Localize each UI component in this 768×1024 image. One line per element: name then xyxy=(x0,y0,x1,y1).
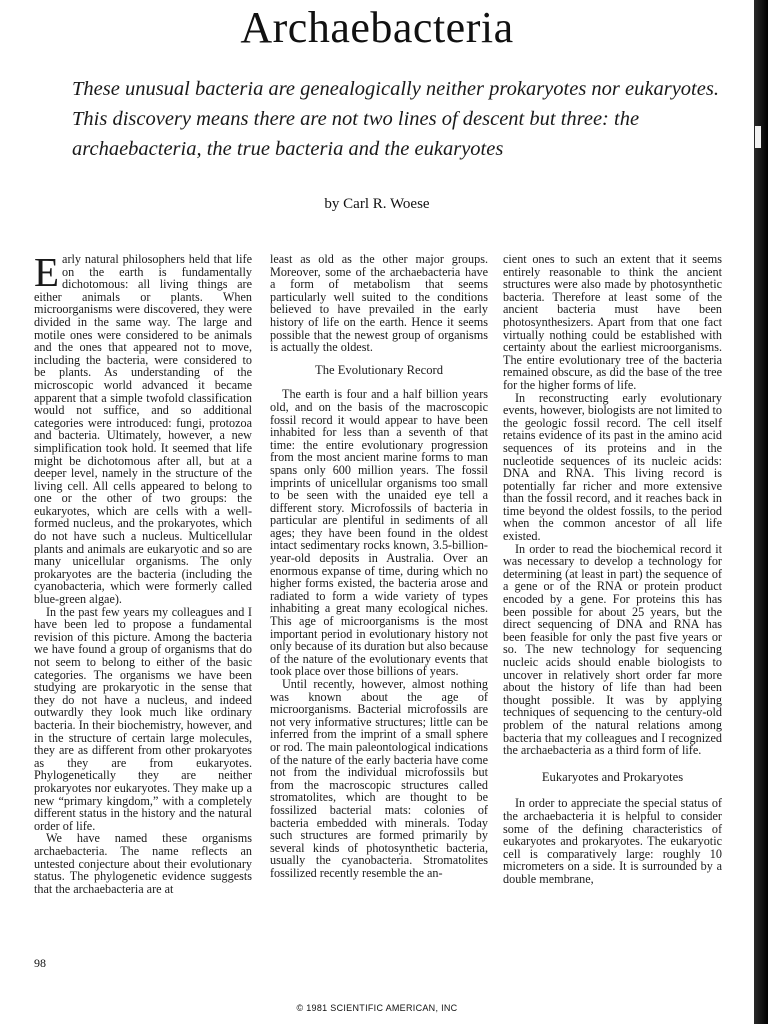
section-heading: The Evolutionary Record xyxy=(315,362,443,377)
scan-edge xyxy=(754,0,768,1024)
article-title: Archaebacteria xyxy=(240,3,514,52)
paragraph: In the past few years my colleagues and I have been led to propose a fundamental revision of this picture. Among the bacteria we have found a group of organisms that do not seem to belong to either of the basic categories. The organisms we have been studying are prokaryotic in the sense that they do not have a nucleus, and indeed outwardly they look much like ordinary bacteria. In their biochemistry, however, and in the structure of certain large molecules, they are as different from other prokaryotes as they are from eukaryotes. Phylogenetically they are neither prokaryotes nor eukaryotes. They make up a new “primary kingdom,” with a completely different status in the history and the natural order of life. xyxy=(34,604,252,833)
paragraph: In order to read the biochemical record it was necessary to develop a technology for determining (at least in part) the sequence of a gene or of the RNA or protein product encoded by a gene. For proteins this has been possible for about 25 years, but the direct sequencing of DNA and RNA has been feasible for only the past five years or so. The new technology for sequencing nucleic acids should enable biologists to uncover in relatively short order far more about the history of life than had been thought possible. It was by applying techniques of sequencing to the century-old problem of the natural relations among bacteria that my colleagues and I recognized the archaebacteria as a third form of life. xyxy=(503,541,722,758)
column-1 xyxy=(34,249,252,896)
paragraph: Until recently, however, almost nothing was known about the age of microorganisms. Bacterial microfossils are not very informative structures; little can be inferred from the imprint of a small sphere or rod. The main paleontological indications of the nature of the early bacteria have come not from the individual microfossils but from the macroscopic structures called stromatolites, which are thought to be fossilized bacterial mats: colonies of bacteria embedded with minerals. Today such structures are formed primarily by several kinds of photosynthetic bacteria, usually the cyanobacteria. Stromatolites fossilized recently resemble the an- xyxy=(270,677,488,880)
section-heading: Eukaryotes and Prokaryotes xyxy=(541,769,684,784)
copyright-notice: © 1981 SCIENTIFIC AMERICAN, INC xyxy=(296,1003,458,1013)
paragraph: In reconstructing early evolutionary events, however, biologists are not limited to the geologic fossil record. The cell itself retains evidence of its past in the amino acid sequences of its proteins and in the nucleotide sequences of its nucleic acids: DNA and RNA. This living record is potentially far richer and more extensive than the fossil record, and it reaches back in time beyond the oldest fossils, to the period when the common ancestor of all life existed. xyxy=(503,390,722,544)
paragraph: cient ones to such an extent that it seems entirely reasonable to think the ancient structures were also made by photosynthetic bacteria. Therefore at least some of the ancient bacteria must have been photosynthesizers. Apart from that one fact virtually nothing could be established with certainty about the earliest microorganisms. The entire evolutionary tree of the bacteria remained obscure, as did the base of the tree for the higher forms of life. xyxy=(503,252,722,392)
paragraph: The earth is four and a half billion years old, and on the basis of the macroscopic fossil record it would appear to have been inhabited for less than a seventh of that time: the entire evolutionary progression from the most ancient marine forms to man spans only 600 million years. The fossil imprints of unicellular organisms too small to be seen with the unaided eye tell a different story. Microfossils of bacteria in particular are plentiful in sediments of all ages; they have been found in the oldest intact sedimentary rocks known, 3.5-billion-year-old deposits in Australia. Over an enormous expanse of time, during which no higher forms existed, the bacteria arose and radiated to form a wide variety of types inhabiting a great many ecological niches. This age of microorganisms is the most important period in evolutionary history not only because of its duration but also because of the nature of the evolutionary events that took place over those billions of years. xyxy=(270,387,488,679)
paragraph-text: arly natural philosophers held that life on the earth is fundamentally dichotomous: all living things are either animals or plants. When microorganisms were discovered, they were divided in the same way. The large and motile ones were considered to be animals and the ones that appeared not to move, including the bacteria, were considered to be plants. As understanding of the microscopic world advanced it became apparent that a simple twofold classification would not suffice, and so additional categories were introduced: fungi, protozoa and bacteria. Ultimately, however, a new simplification took hold. It seemed that life might be dichotomous after all, but at a deeper level, namely in the structure of the living cell. All cells appeared to belong to one or the other of two groups: the eukaryotes, which are cells with a well-formed nucleus, and the prokaryotes, which do not have such a nucleus. Multicellular plants and animals are eukaryotic and so are many unicellular organisms. The only prokaryotes are the bacteria (including the cyanobacteria, which were formerly called blue-green algae). xyxy=(34,252,252,607)
paragraph: We have named these organisms archaebacteria. The name reflects an untested conjecture about their evolutionary status. The phylogenetic evidence suggests that the archaebacteria are at xyxy=(34,831,252,896)
paragraph: In order to appreciate the special status of the archaebacteria it is helpful to consider some of the defining characteristics of eukaryotes and prokaryotes. The eukaryotic cell is comparatively large: roughly 10 micrometers on a side. It is surrounded by a double membrane, xyxy=(503,796,722,886)
paragraph: least as old as the other major groups. Moreover, some of the archaebacteria have a form of metabolism that seems particularly well suited to the conditions believed to have prevailed in the early history of life on the earth. Hence it seems possible that the newest group of organisms is actually the oldest. xyxy=(270,252,488,355)
paragraph xyxy=(34,249,252,607)
article-deck: These unusual bacteria are genealogically neither prokaryotes nor eukaryotes. This discovery means there are not two lines of descent but three: the archaebacteria, the true bacteria and the eukaryotes xyxy=(72,78,719,160)
column-2 xyxy=(270,253,488,880)
scan-artifact xyxy=(755,126,761,148)
drop-cap: E xyxy=(34,249,60,295)
page-number: 98 xyxy=(34,956,46,970)
column-3 xyxy=(503,253,722,886)
byline: by Carl R. Woese xyxy=(324,196,430,212)
